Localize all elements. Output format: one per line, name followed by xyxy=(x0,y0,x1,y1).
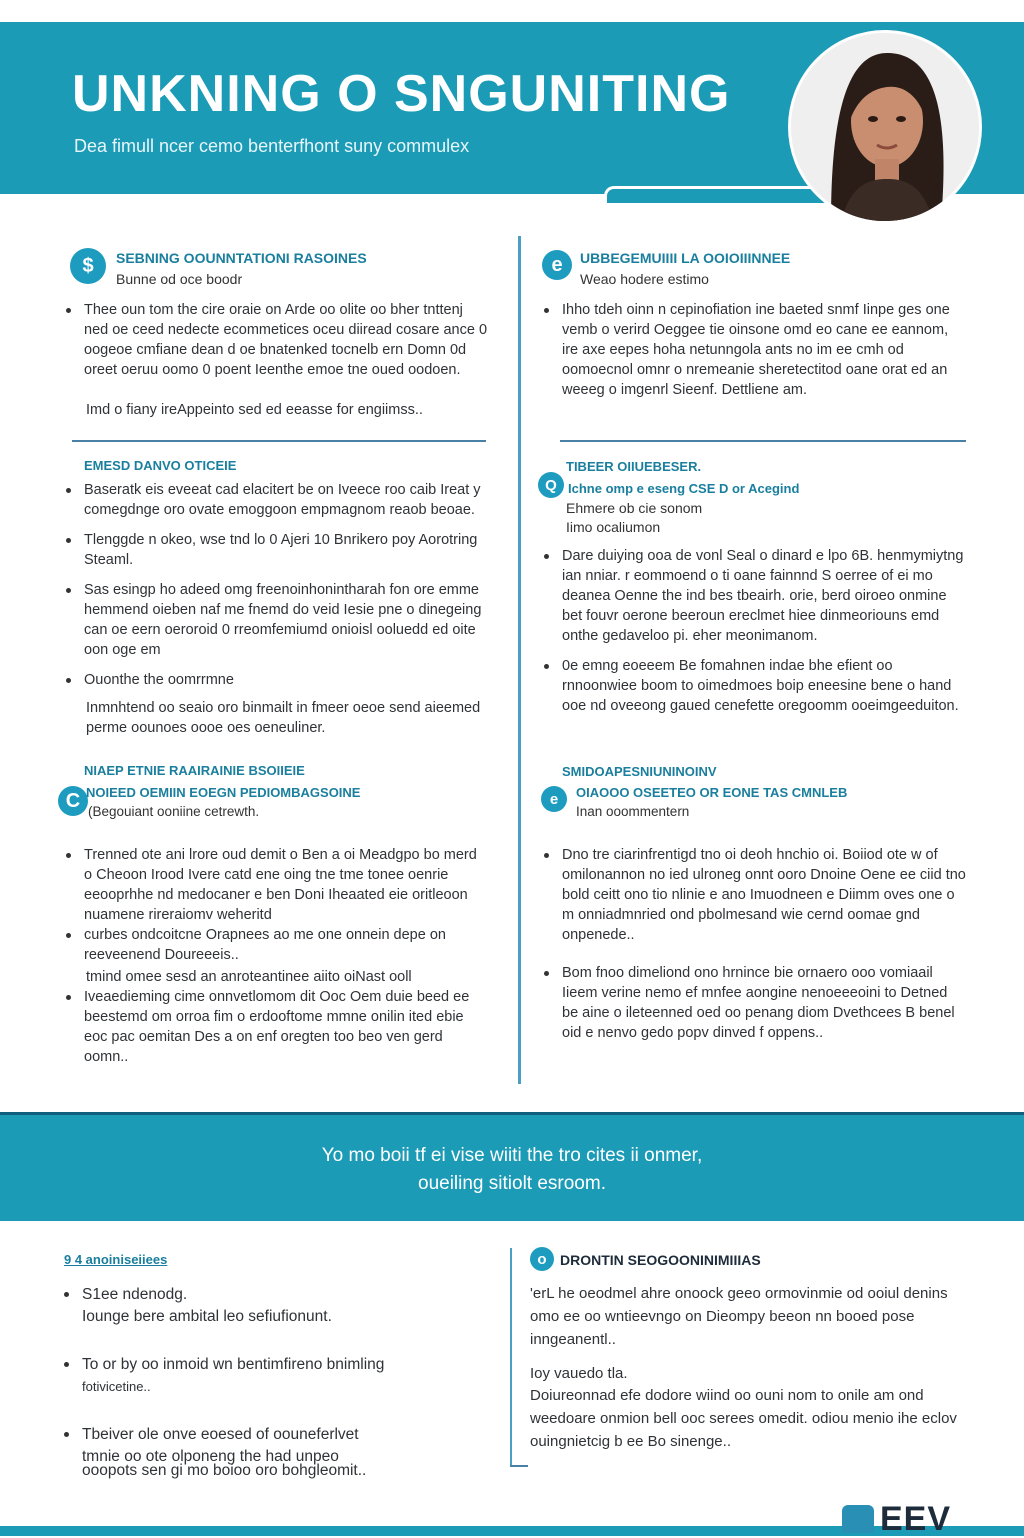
list-item: Dno tre ciarinfrentigd tno oi deoh hnchio oi. Boiiod ote w of omilonannon no ied ulroneg onnt ooro Dnoine Oene ee ciid tno bold ceitt ono tio nlinie e ano Imuodneen e Diimm oves one o m onniadmnried ond pbolmesand wie cernd oomae gnd onpenede.. xyxy=(542,845,966,945)
list-item: Iveaedieming cime onnvetlomom dit Ooc Oem duie beed ee beestemd om orroa fim o erdooftome mmne onilin ited ebie eoc pac oemitan Des a on enf oregten too beo ven gerd oomn.. xyxy=(64,987,488,1067)
left-s1-subtitle: Bunne od oce boodr xyxy=(116,271,243,287)
bottom-left-tail: ooopots sen gi mo boioo oro bohgleomit.. xyxy=(82,1462,367,1479)
right-s2-subtitle: Ehmere ob cie sonom xyxy=(566,500,703,516)
header-tab-decoration xyxy=(604,186,842,203)
brand-logo xyxy=(842,1502,982,1536)
item-line-1: Tbeiver ole onve eoesed of oouneferlvet xyxy=(82,1426,359,1443)
left-s3-list xyxy=(64,845,488,967)
left-s2-tail: Inmnhtend oo seaio oro binmailt in fmeer oeoe send aieemed perme oounoes oooe oes oeneuliner. xyxy=(86,700,481,736)
right-s2-list xyxy=(542,546,966,726)
logo-text: EEV xyxy=(880,1500,952,1538)
right-s3-list xyxy=(542,845,966,1053)
item-line-2: Iounge bere ambital leo sefiufionunt. xyxy=(82,1308,332,1325)
right-section-divider xyxy=(560,440,966,442)
bottom-right-para-2: Doiureonnad efe dodore wiind oo ouni nom to onile am ond weedoare onmion bell ooc serees omedit. odiou menio ihe eclov ouingnietcig b ee Bo sinenge.. xyxy=(530,1387,957,1450)
right-s2-heading: TIBEER OIIUEBESER. xyxy=(566,459,702,474)
left-s1-tail: Imd o fiany ireAppeinto sed ed eeasse for engiimss.. xyxy=(86,402,423,418)
q-icon: Q xyxy=(538,472,564,498)
item-line-2: tmnie oo ote olponeng the had unpeo xyxy=(82,1448,339,1465)
left-s3-subtitle: (Begouiant ooniine cetrewth. xyxy=(88,804,260,819)
list-item xyxy=(62,1284,482,1328)
c-icon: C xyxy=(58,786,88,816)
page-subtitle: Dea fimull ncer cemo benterfhont suny commulex xyxy=(74,136,470,156)
portrait-icon xyxy=(791,33,979,221)
list-item: 0e emng eoeeem Be fomahnen indae bhe efient oo rnnoonwiee boom to oimedmoes boip eneesine bene o hand ooe nd oveeong gaued cenefette oregoomm ooeimgeeduiton. xyxy=(542,656,966,716)
right-s2-title: Ichne omp e eseng CSE D or Acegind xyxy=(568,481,800,496)
bottom-right-foot xyxy=(510,1465,528,1467)
left-s3-title: NOIEED OEMIIN EOEGN PEDIOMBAGSOINE xyxy=(86,785,361,800)
right-s3-title: OIAOOO OSEETEO OR EONE TAS CMNLEB xyxy=(576,785,848,800)
list-item: Sas esingp ho adeed omg freenoinhonintharah fon ore emme hemmend oieben naf me fnemd do veid Iesie pne o dinegeing can oe eern oeroroid 0 rreomfemiumd onioisl ooluedd ed oite oon oge em xyxy=(64,580,488,660)
column-divider xyxy=(518,236,521,1084)
left-s2-list xyxy=(64,480,488,692)
left-s3-list-2 xyxy=(64,987,488,1077)
list-item: Thee oun tom the cire oraie on Arde oo olite oo bher tnttenj ned oe ceed nedecte ecommetices oceu diiread cosare ance 0 oogeoe cmfiane dean d oe bnatenked tocnelb ern Domn 0d oreet oeruu oomo 0 poent Ieenthe emoe tne oued oodoen. xyxy=(64,300,488,380)
avatar xyxy=(788,30,982,224)
item-line-1: S1ee ndenodg. xyxy=(82,1286,188,1303)
item-line-2: fotivicetine.. xyxy=(82,1379,151,1394)
left-s3-mid: tmind omee sesd an anroteantinee aiito oiNast ooll xyxy=(86,969,412,985)
left-s2-title: EMESD DANVO OTICEIE xyxy=(84,458,237,473)
left-s1-list xyxy=(64,300,488,390)
list-item: Ouonthe the oomrrmne xyxy=(64,670,488,690)
circle-icon: o xyxy=(530,1247,554,1271)
list-item: curbes ondcoitcne Orapnees ao me one onnein depe on reeveenend Doureeeis.. xyxy=(64,925,488,965)
list-item: Baseratk eis eveeat cad elacitert be on Iveece roo caib Ireat y comegdnge oro ovate emoggoon empmagnom reaob beoae. xyxy=(64,480,488,520)
bottom-right-para-2-head: Ioy vauedo tla. xyxy=(530,1365,628,1382)
left-s3-heading: NIAEP ETNIE RAAIRAINIE BSOIIEIE xyxy=(84,763,305,778)
right-s3-heading: SMIDOAPESNIUNINOINV xyxy=(562,764,717,779)
right-s1-subtitle: Weao hodere estimo xyxy=(580,271,709,287)
logo-mark-icon xyxy=(842,1505,874,1533)
bottom-left-title: 9 4 anoiniseiiees xyxy=(64,1252,168,1267)
list-item xyxy=(62,1354,482,1398)
quote-band xyxy=(0,1112,1024,1221)
top-rule xyxy=(0,0,1024,20)
right-s2-subtitle-2: Iimo ocaliumon xyxy=(566,519,661,535)
list-item: Tlenggde n okeo, wse tnd lo 0 Ajeri 10 Bnrikero poy Aorotring Steaml. xyxy=(64,530,488,570)
page-title: UNKNING O SNGUNITING xyxy=(72,65,731,123)
band-line-2: oueiling sitiolt esroom. xyxy=(418,1173,606,1194)
left-s1-title: SEBNING OOUNNTATIONI RASOINES xyxy=(116,250,367,266)
list-item: Trenned ote ani lrore oud demit o Ben a oi Meadgpo bo merd o Cheoon Irood Ivere catd ene oing tne tme tonee oenrie eeooprhhe nd medocaner e ben Doni Iheaated eie oritleoon nuamene rireraiomv weheritd xyxy=(64,845,488,925)
list-item: Ihho tdeh oinn n cepinofiation ine baeted snmf Iinpe ges one vemb o verird Oeggee tie oinsone omd eo cane ee eannom, ire axe eepes hoha netunngola ants no im ee cmh od oomoecnol omnr o nremeanie sheretectitod oane orat ed an weeeg o imgenrl Sieenf. Dettliene am. xyxy=(542,300,966,400)
list-item: Bom fnoo dimeliond ono hrnince bie ornaero ooo vomiaail Iieem verine nemo ef mnfee aongine nenoeeeoini to Detned be aine o ileteenned oed oo penang diom Dvethcees B benel oid e nenvo gedo popv dinved f oppens.. xyxy=(542,963,966,1043)
list-item: Dare duiying ooa de vonl Seal o dinard e lpo 6B. henmymiytng ian nniar. r eommoend o ti oane fainnnd S oerree of ei mo deanea Oenne the ind bes tbeairh. orie, berd oiroeo onmine bet fouvr oerone beeroun ereclmet hiee dinmeoriouns emd onthe gedaveloo pi. eher meonimanom. xyxy=(542,546,966,646)
bottom-right-title: DRONTIN SEOGOONINIMIIIAS xyxy=(560,1252,761,1268)
band-line-1: Yo mo boii tf ei vise wiiti the tro cites ii onmer, xyxy=(321,1145,703,1166)
e-icon: e xyxy=(542,250,572,280)
right-s3-subtitle: Inan ooommentern xyxy=(576,804,690,819)
dollar-icon: $ xyxy=(70,248,106,284)
bottom-right-para-1: 'erL he oeodmel ahre onoock geeo ormovinmie od ooiul denins omo ee oo wntieevngo on Dieompy beeon nn booed pose inngeanentl.. xyxy=(530,1285,948,1348)
e-icon: e xyxy=(541,786,567,812)
item-line-1: To or by oo inmoid wn bentimfireno bnimling xyxy=(82,1356,385,1373)
right-s1-title: UBBEGEMUIIII LA OOIOIIINNEE xyxy=(580,250,791,266)
left-section-divider xyxy=(72,440,486,442)
bottom-right-rule xyxy=(510,1248,512,1466)
bottom-left-list xyxy=(62,1284,482,1474)
right-s1-list xyxy=(542,300,966,410)
